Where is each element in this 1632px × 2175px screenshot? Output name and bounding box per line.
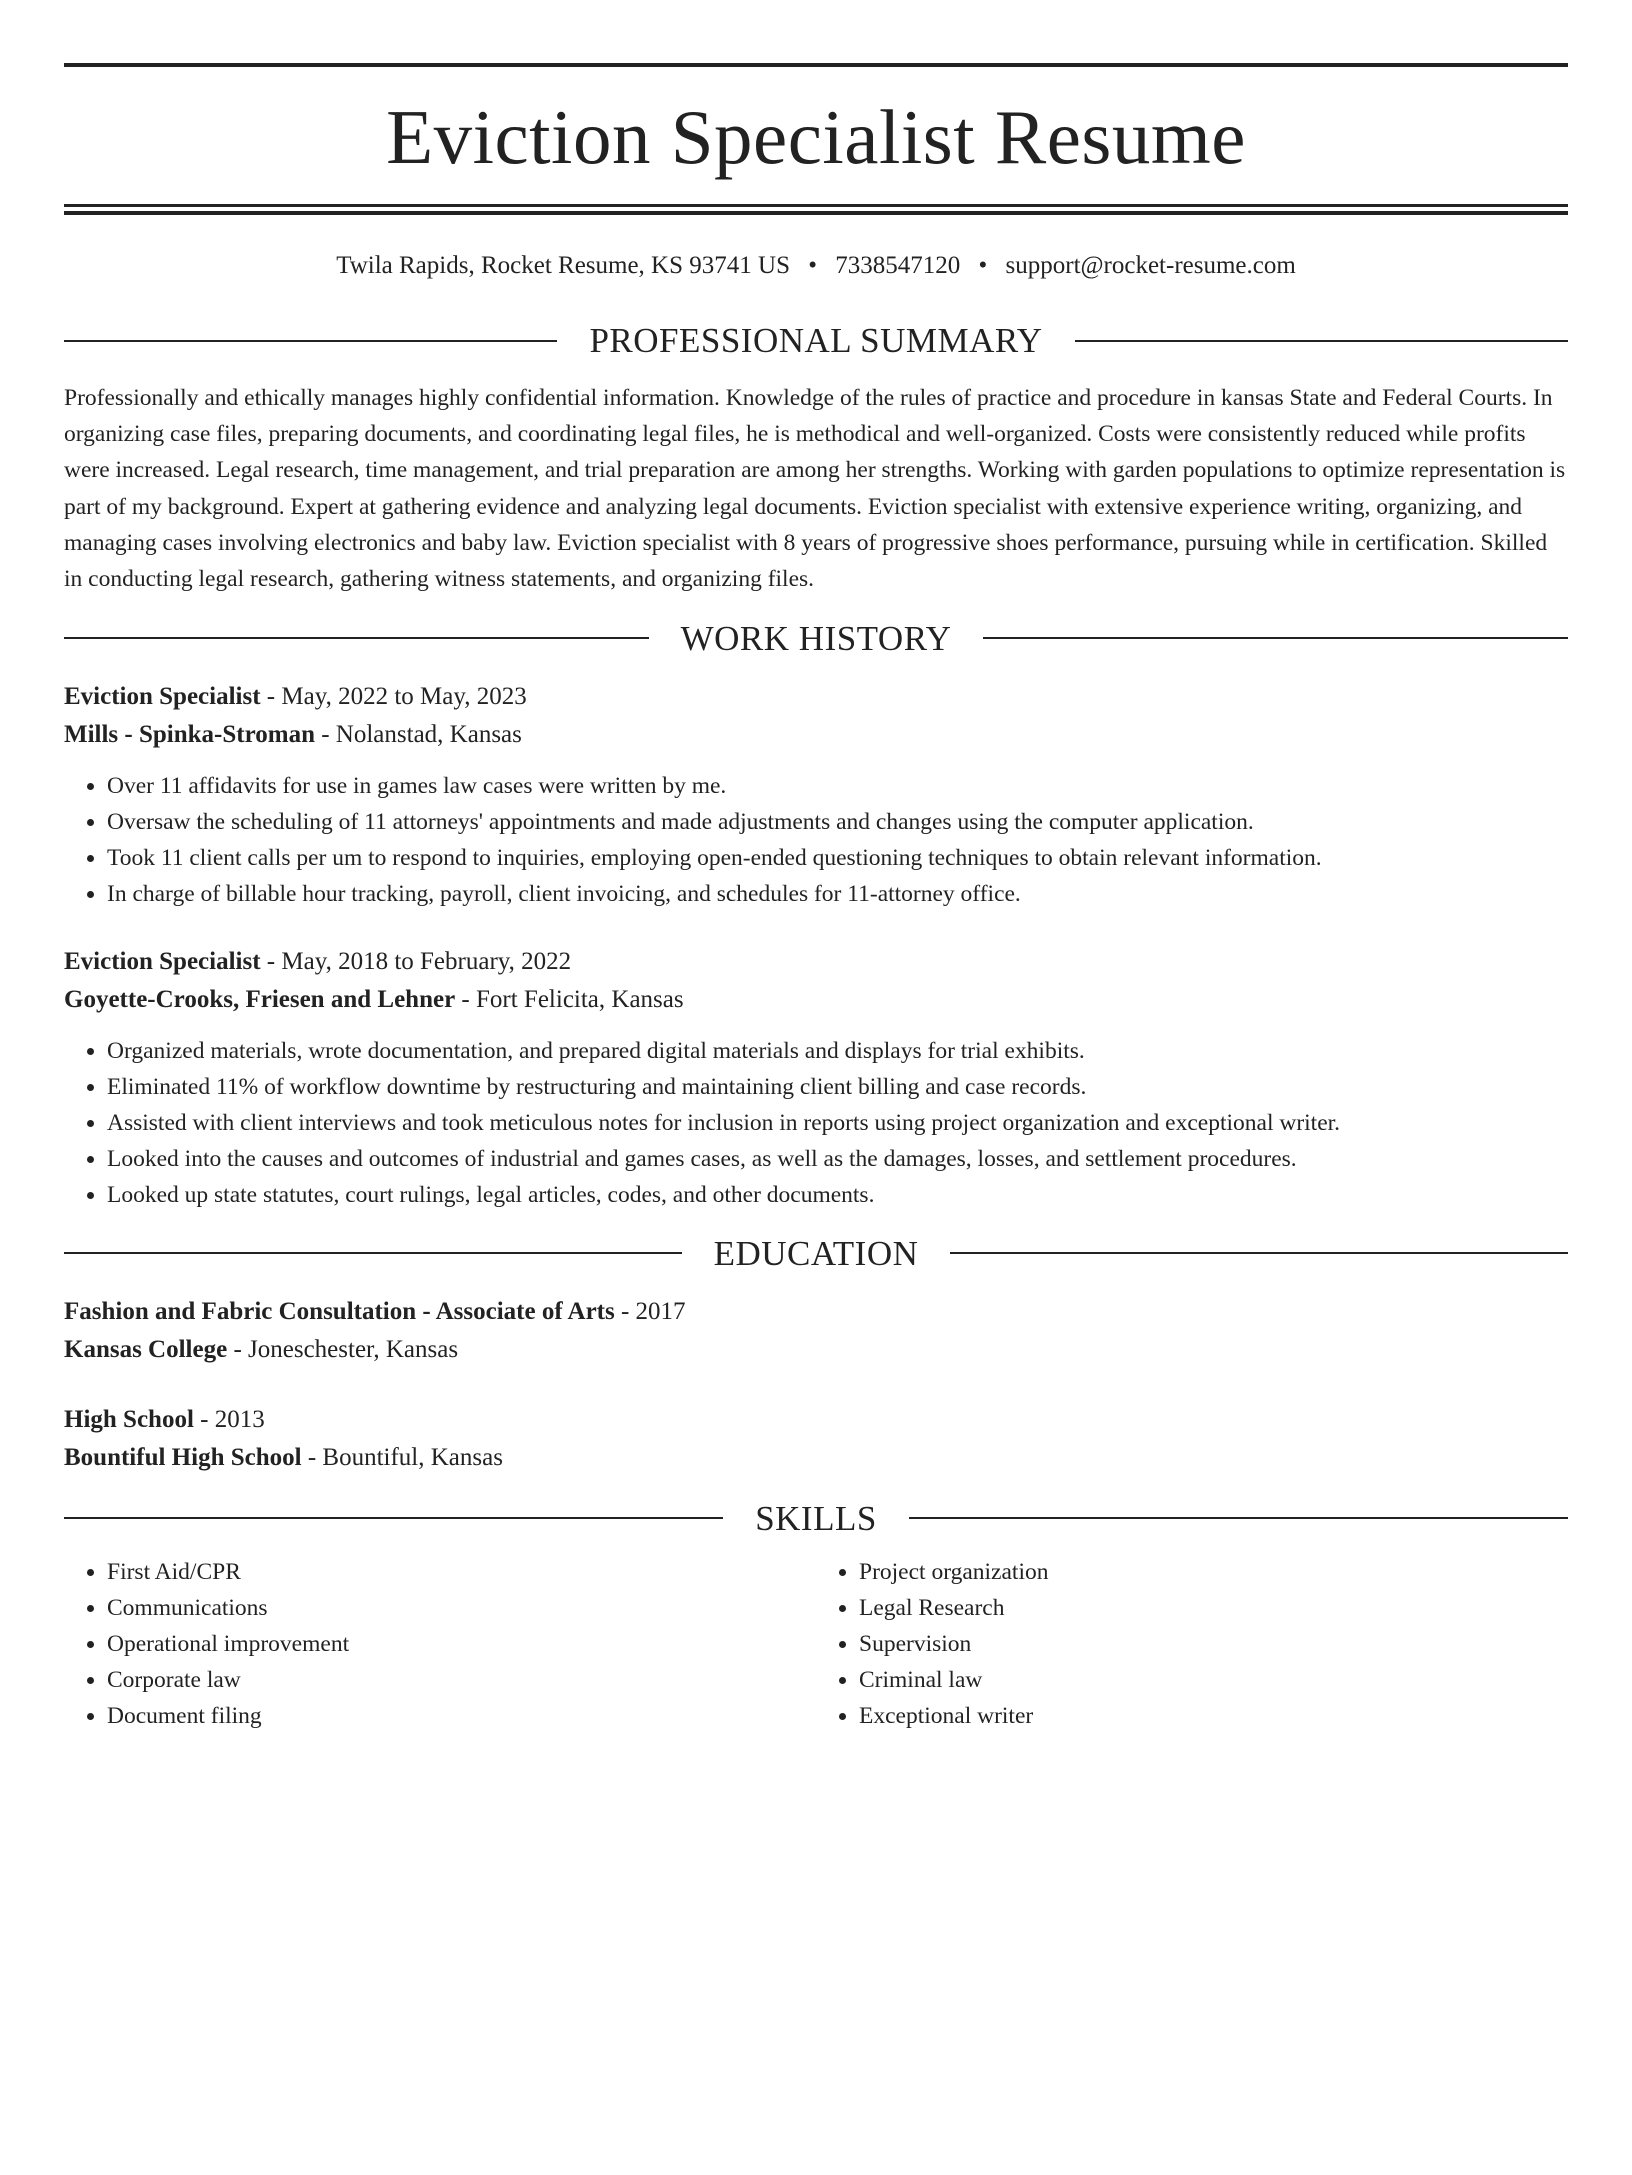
job-company-line (64, 716, 1568, 754)
degree-year: - 2013 (193, 1405, 265, 1433)
contact-separator: • (808, 252, 817, 279)
job-location: - Nolanstad, Kansas (314, 720, 522, 748)
school-location: - Joneschester, Kansas (227, 1335, 459, 1363)
degree-line (64, 1401, 1568, 1439)
contact-email: support@rocket-resume.com (1005, 252, 1296, 279)
skill-item: • Exceptional writer (859, 1698, 1568, 1734)
job-bullets (64, 768, 1568, 913)
skill-item: • Legal Research (859, 1590, 1568, 1626)
skill-item: • Criminal law (859, 1662, 1568, 1698)
section-heading-skills (64, 1498, 1568, 1538)
job-dates: - May, 2022 to May, 2023 (260, 682, 527, 710)
job-bullet: • Looked into the causes and outcomes of industrial and games cases, as well as the damages, losses, and settlement procedures. (107, 1141, 1568, 1177)
job-title: Eviction Specialist (64, 947, 261, 975)
job-entry (64, 678, 1568, 913)
heading-rule-left (64, 637, 649, 639)
job-company: Mills - Spinka-Stroman (64, 720, 315, 748)
resume-page (0, 63, 1632, 2175)
heading-rule-right (909, 1517, 1568, 1519)
job-title-line (64, 943, 1568, 981)
contact-address: Twila Rapids, Rocket Resume, KS 93741 US (336, 252, 790, 279)
job-location: - Fort Felicita, Kansas (455, 985, 684, 1013)
heading-rule-right (1075, 340, 1568, 342)
heading-rule-left (64, 1517, 723, 1519)
job-bullet: • Assisted with client interviews and took meticulous notes for inclusion in reports using project organization and exceptional writer. (107, 1105, 1568, 1141)
job-bullet: • Over 11 affidavits for use in games law cases were written by me. (107, 768, 1568, 804)
section-title: SKILLS (755, 1498, 877, 1538)
skill-item: • First Aid/CPR (107, 1554, 816, 1590)
section-heading-work-history (64, 618, 1568, 658)
job-dates: - May, 2018 to February, 2022 (260, 947, 572, 975)
skills-list-left (64, 1554, 816, 1735)
school-location: - Bountiful, Kansas (301, 1443, 503, 1471)
education-entry (64, 1293, 1568, 1369)
skill-item: • Communications (107, 1590, 816, 1626)
heading-rule-left (64, 340, 557, 342)
job-title: Eviction Specialist (64, 682, 261, 710)
degree-line (64, 1293, 1568, 1331)
heading-rule-left (64, 1252, 682, 1254)
section-heading-summary (64, 323, 1568, 358)
summary-paragraph: Professionally and ethically manages highly confidential information. Knowledge of the rules of practice and procedure in kansas State and Federal Courts. In organizing case files, preparing documents, and coordinating legal files, he is methodical and well-organized. Costs were consistently reduced while profits were increased. Legal research, time management, and trial preparation are among her strengths. Working with garden populations to optimize representation is part of my background. Expert at gathering evidence and analyzing legal documents. Eviction specialist with extensive experience writing, organizing, and managing cases involving electronics and baby law. Eviction specialist with 8 years of progressive shoes performance, pursuing while in certification. Skilled in conducting legal research, gathering witness statements, and organizing files. (64, 385, 1566, 593)
heading-rule-right (983, 637, 1568, 639)
heading-rule-right (950, 1252, 1568, 1254)
degree-year: - 2017 (614, 1297, 686, 1325)
job-company-line (64, 981, 1568, 1019)
job-bullet: • Oversaw the scheduling of 11 attorneys' appointments and made adjustments and changes using the computer application. (107, 804, 1568, 840)
skills-columns (64, 1554, 1568, 1735)
job-bullet: • Took 11 client calls per um to respond to inquiries, employing open-ended questioning techniques to obtain relevant information. (107, 840, 1568, 876)
job-title-line (64, 678, 1568, 716)
school-line (64, 1439, 1568, 1477)
skill-item: • Project organization (859, 1554, 1568, 1590)
top-divider (64, 63, 1568, 67)
section-title: WORK HISTORY (680, 618, 952, 658)
degree-name: High School (64, 1405, 194, 1433)
section-heading-education (64, 1233, 1568, 1273)
skill-item: • Document filing (107, 1698, 816, 1734)
contact-line (64, 251, 1568, 281)
education-entry (64, 1401, 1568, 1477)
job-bullet: • Organized materials, wrote documentation, and prepared digital materials and displays for trial exhibits. (107, 1033, 1568, 1069)
job-company: Goyette-Crooks, Friesen and Lehner (64, 985, 456, 1013)
job-bullet: • In charge of billable hour tracking, payroll, client invoicing, and schedules for 11-attorney office. (107, 876, 1568, 912)
school-name: Kansas College (64, 1335, 228, 1363)
school-line (64, 1331, 1568, 1369)
page-title: Eviction Specialist Resume (386, 94, 1246, 180)
degree-name: Fashion and Fabric Consultation - Associate of Arts (64, 1297, 615, 1325)
section-title: PROFESSIONAL SUMMARY (589, 321, 1043, 360)
job-bullet: • Looked up state statutes, court rulings, legal articles, codes, and other documents. (107, 1177, 1568, 1213)
section-title: EDUCATION (713, 1233, 919, 1273)
skill-item: • Corporate law (107, 1662, 816, 1698)
job-entry (64, 943, 1568, 1214)
school-name: Bountiful High School (64, 1443, 302, 1471)
skill-item: • Supervision (859, 1626, 1568, 1662)
job-bullets (64, 1033, 1568, 1214)
title-double-divider (64, 204, 1568, 215)
skills-list-right (816, 1554, 1568, 1735)
job-bullet: • Eliminated 11% of workflow downtime by restructuring and maintaining client billing and case records. (107, 1069, 1568, 1105)
skill-item: • Operational improvement (107, 1626, 816, 1662)
contact-separator: • (978, 252, 988, 279)
contact-phone: 7338547120 (835, 252, 961, 279)
